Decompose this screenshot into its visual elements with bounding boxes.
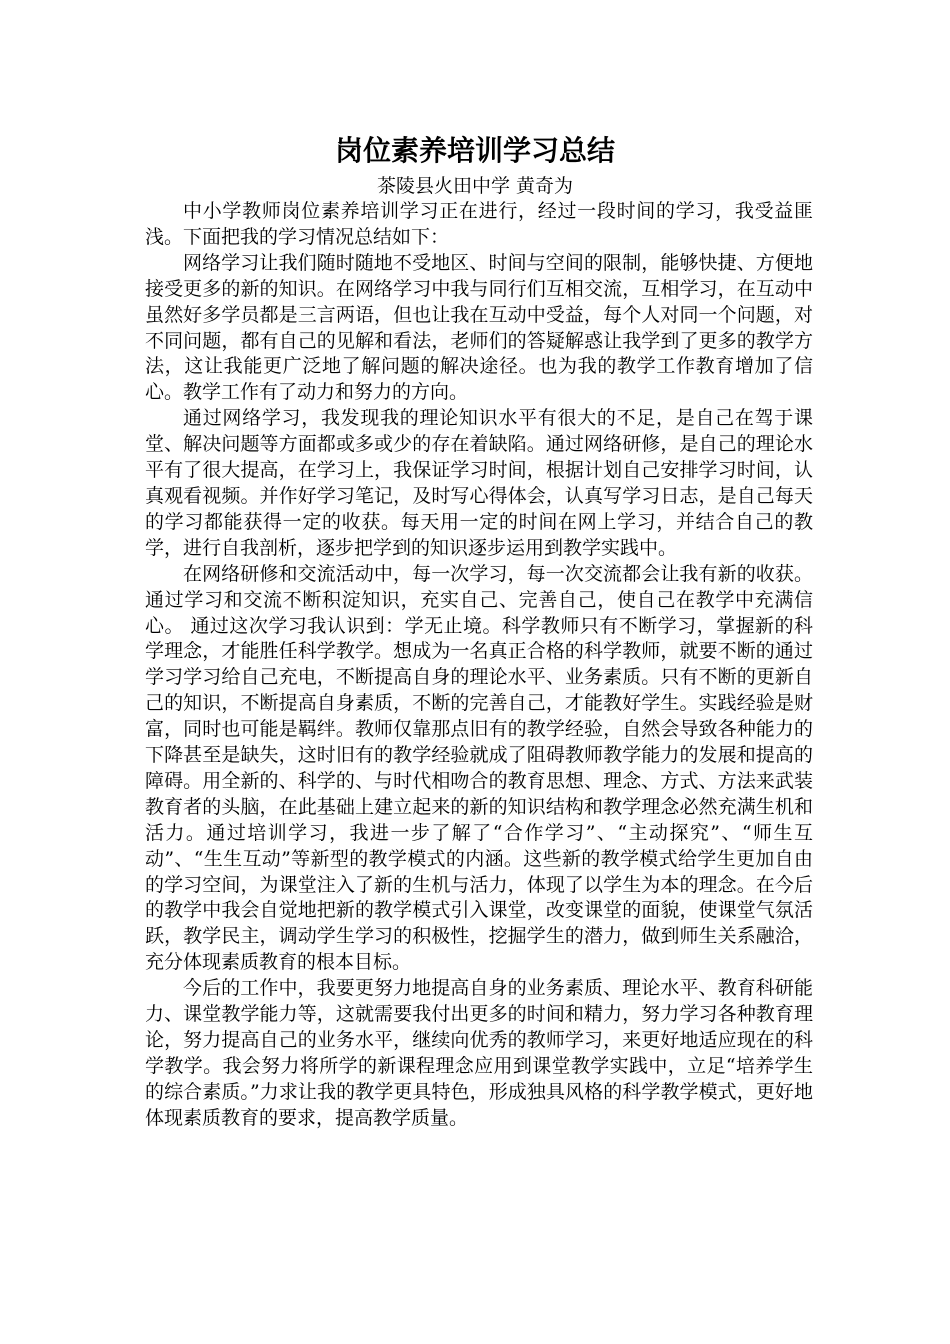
paragraph-2: 网络学习让我们随时随地不受地区、时间与空间的限制，能够快捷、方便地接受更多的新的知识。在网络学习中我与同行们互相交流，互相学习，在互动中虽然好多学员都是三言两语，但也让我在互动中受益，每个人对同一个问题，对不同问题，都有自己的见解和看法，老师们的答疑解惑让我学到了更多的教学方法，这让我能更广泛地了解问题的解决途径。也为我的教学工作教育增加了信心。教学工作有了动力和努力的方向。 <box>145 251 813 404</box>
paragraph-5: 今后的工作中，我要更努力地提高自身的业务素质、理论水平、教育科研能力、课堂教学能力等，这就需要我付出更多的时间和精力，努力学习各种教育理论，努力提高自己的业务水平，继续向优秀的教师学习，来更好地适应现在的科学教学。我会努力将所学的新课程理念应用到课堂教学实践中，立足“培养学生的综合素质。”力求让我的教学更具特色，形成独具风格的科学教学模式，更好地体现素质教育的要求，提高教学质量。 <box>145 977 813 1129</box>
paragraph-4: 在网络研修和交流活动中，每一次学习，每一次交流都会让我有新的收获。通过学习和交流不断积淀知识，充实自己、完善自己，使自己在教学中充满信心。 通过这次学习我认识到：学无止境。科学教师只有不断学习，掌握新的科学理念，才能胜任科学教学。想成为一名真正合格的科学教师，就要不断的通过学习学习给自己充电，不断提高自身的理论水平、业务素质。只有不断的更新自己的知识，不断提高自身素质，不断的完善自己，才能教好学生。实践经验是财富，同时也可能是羁绊。教师仅靠那点旧有的教学经验，自然会导致各种能力的下降甚至是缺失，这时旧有的教学经验就成了阻碍教师教学能力的发展和提高的障碍。用全新的、科学的、与时代相吻合的教育思想、理念、方式、方法来武装教育者的头脑，在此基础上建立起来的新的知识结构和教学理念必然充满生机和活力。通过培训学习，我进一步了解了“合作学习”、“主动探究”、“师生互动”、“生生互动”等新型的教学模式的内涵。这些新的教学模式给学生更加自由的学习空间，为课堂注入了新的生机与活力，体现了以学生为本的理念。在今后的教学中我会自觉地把新的教学模式引入课堂，改变课堂的面貌，使课堂气氛活跃，教学民主，调动学生学习的积极性，挖掘学生的潜力，做到师生关系融洽，充分体现素质教育的根本目标。 <box>145 562 813 974</box>
paragraph-3: 通过网络学习，我发现我的理论知识水平有很大的不足，是自己在驾于课堂、解决问题等方面都或多或少的存在着缺陷。通过网络研修，是自己的理论水平有了很大提高，在学习上，我保证学习时间，根据计划自己安排学习时间，认真观看视频。并作好学习笔记，及时写心得体会，认真写学习日志，是自己每天的学习都能获得一定的收获。每天用一定的时间在网上学习，并结合自己的教学，进行自我剖析，逐步把学到的知识逐步运用到教学实践中。 <box>145 407 813 559</box>
paragraph-1: 中小学教师岗位素养培训学习正在进行，经过一段时间的学习，我受益匪浅。下面把我的学习情况总结如下： <box>145 200 813 248</box>
document-body <box>145 199 813 1132</box>
author-line: 茶陵县火田中学 黄奇为 <box>376 175 574 197</box>
document-title: 岗位素养培训学习总结 <box>334 134 615 167</box>
